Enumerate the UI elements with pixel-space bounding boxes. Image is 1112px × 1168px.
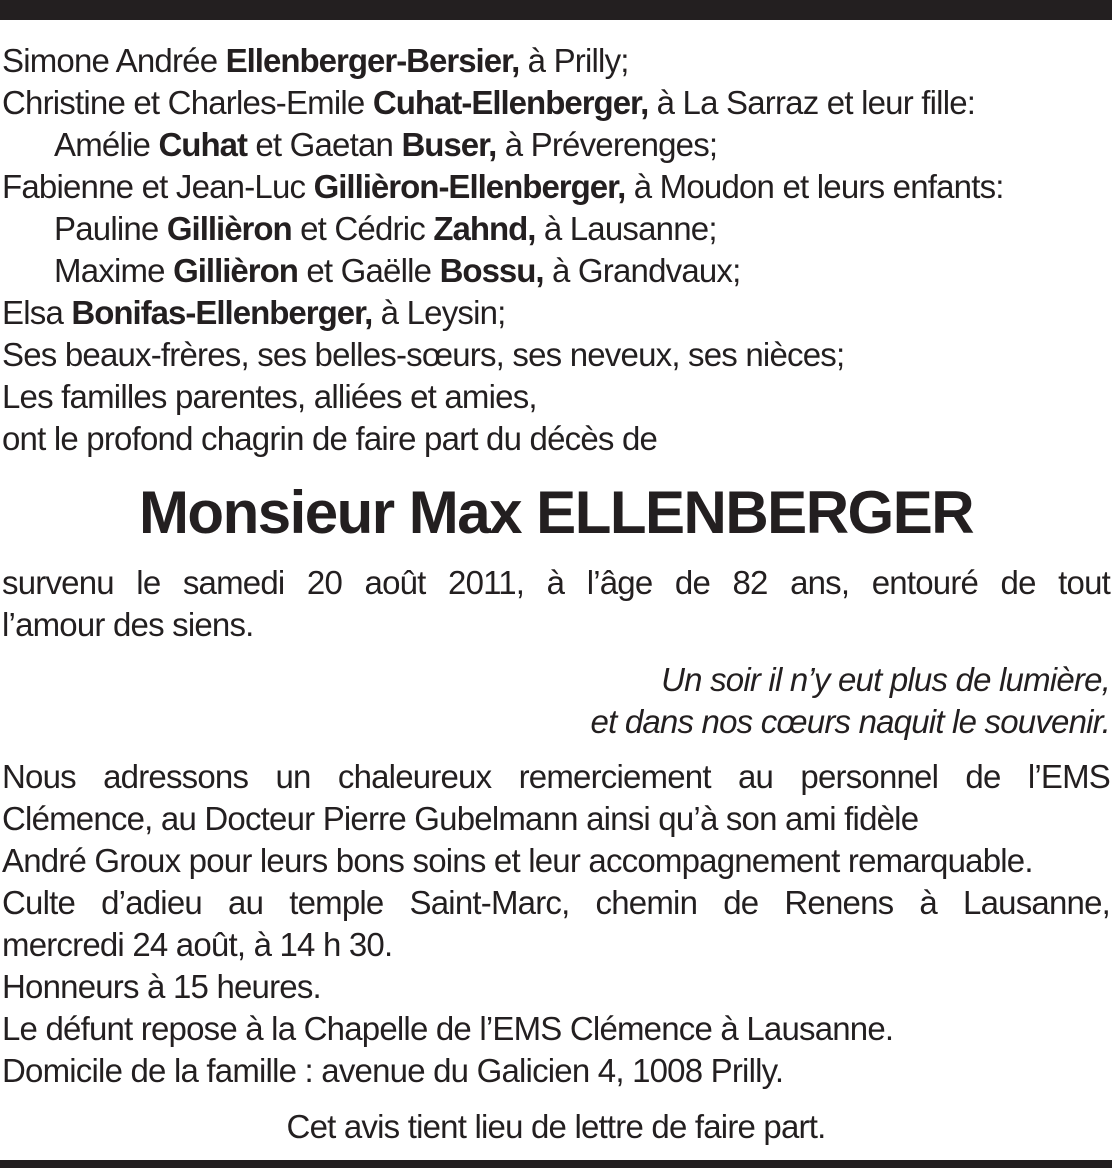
info-line: Culte d’adieu au temple Saint-Marc, chemin de Renens à Lausanne, [2, 884, 1110, 921]
family-surname: Ellenberger-Bersier, [225, 42, 520, 79]
info-line: Le défunt repose à la Chapelle de l’EMS Clémence à Lausanne. [2, 1010, 894, 1047]
memorial-verse [2, 659, 1110, 743]
family-line-text: Ses beaux-frères, ses belles-sœurs, ses neveux, ses nièces; [2, 336, 845, 373]
family-line-text: à Lausanne; [535, 210, 717, 247]
family-line-text: à Grandvaux; [543, 252, 741, 289]
info-line: Domicile de la famille : avenue du Galicien 4, 1008 Prilly. [2, 1052, 784, 1089]
family-line [2, 418, 1110, 460]
family-line-text: Fabienne et Jean-Luc [2, 168, 314, 205]
verse-line: Un soir il n’y eut plus de lumière, [661, 661, 1110, 698]
family-line-text: Elsa [2, 294, 72, 331]
death-announcement [2, 562, 1110, 646]
family-surname: Zahnd, [433, 210, 536, 247]
family-line [2, 334, 1110, 376]
family-line-text: à La Sarraz et leur fille: [648, 84, 976, 121]
closing-note: Cet avis tient lieu de lettre de faire part. [286, 1108, 826, 1145]
family-line-text: à Préverenges; [496, 126, 718, 163]
family-line-text: à Prilly; [519, 42, 629, 79]
info-line: Clémence, au Docteur Pierre Gubelmann ainsi qu’à son ami fidèle [2, 800, 919, 837]
family-surname: Gillièron-Ellenberger, [313, 168, 626, 205]
family-surname: Gillièron [166, 210, 292, 247]
family-line [2, 166, 1110, 208]
family-line-text: Pauline [54, 210, 167, 247]
family-line-text: à Leysin; [372, 294, 506, 331]
family-line [2, 376, 1110, 418]
family-surname: Bossu, [439, 252, 544, 289]
thanks-and-service-info [2, 756, 1110, 1092]
family-line [2, 40, 1110, 82]
family-line-text: Christine et Charles-Emile [2, 84, 373, 121]
family-line-text: ont le profond chagrin de faire part du décès de [2, 420, 658, 457]
family-line-text: Maxime [54, 252, 174, 289]
family-line-text: et Cédric [291, 210, 434, 247]
family-surname: Buser, [401, 126, 497, 163]
family-surname: Cuhat-Ellenberger, [372, 84, 649, 121]
family-line [2, 124, 1110, 166]
family-line-text: Amélie [54, 126, 159, 163]
death-line: survenu le samedi 20 août 2011, à l’âge de 82 ans, entouré de tout [2, 564, 1110, 601]
family-line [2, 82, 1110, 124]
info-line: Honneurs à 15 heures. [2, 968, 321, 1005]
info-line: André Groux pour leurs bons soins et leur accompagnement remarquable. [2, 842, 1033, 879]
family-line-text: et Gaëlle [297, 252, 440, 289]
family-line-text: Les familles parentes, alliées et amies, [2, 378, 537, 415]
info-line: Nous adressons un chaleureux remerciement au personnel de l’EMS [2, 758, 1110, 795]
family-line-text: Simone Andrée [2, 42, 226, 79]
info-line: mercredi 24 août, à 14 h 30. [2, 926, 393, 963]
family-line [2, 208, 1110, 250]
death-line: l’amour des siens. [2, 606, 254, 643]
family-surname: Bonifas-Ellenberger, [71, 294, 373, 331]
family-surname: Gillièron [173, 252, 298, 289]
deceased-name-heading: Monsieur Max ELLENBERGER [138, 479, 974, 546]
top-border-rule [0, 0, 1112, 20]
family-line [2, 250, 1110, 292]
family-line-text: et Gaetan [246, 126, 402, 163]
family-line-text: à Moudon et leurs enfants: [625, 168, 1004, 205]
family-surname: Cuhat [158, 126, 247, 163]
family-list [2, 40, 1110, 460]
verse-line: et dans nos cœurs naquit le souvenir. [590, 703, 1110, 740]
bottom-border-rule [0, 1160, 1112, 1168]
family-line [2, 292, 1110, 334]
